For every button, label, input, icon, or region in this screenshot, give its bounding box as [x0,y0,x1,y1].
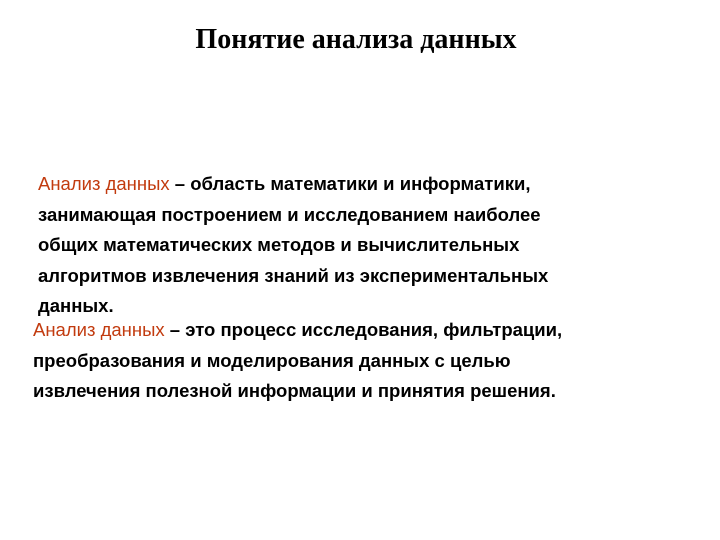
definition-2-text: – это процесс исследования, фильтрации, [164,319,563,340]
definition-2-line-3: извлечения полезной информации и принятия решения. [33,380,556,401]
definition-2-line-2: преобразования и моделирования данных с целью [33,349,511,371]
definition-1-line-3: общих математических методов и вычислительных [38,234,520,255]
definition-2-term: Анализ данных [33,319,165,340]
definition-1-text: – область математики и информатики, [169,173,531,194]
definition-1-line-2: занимающая построением и исследованием наиболее [38,203,541,225]
definition-1-term: Анализ данных [38,173,170,194]
definition-1-line-5: данных. [38,295,114,316]
definition-paragraph-1 [38,169,548,322]
definition-1-line-4: алгоритмов извлечения знаний из экспериментальных [38,264,549,286]
slide-title: Понятие анализа данных [195,24,517,55]
definition-paragraph-2 [33,315,562,407]
definition-1-line-1 [38,169,548,200]
definition-2-line-1 [33,315,562,346]
